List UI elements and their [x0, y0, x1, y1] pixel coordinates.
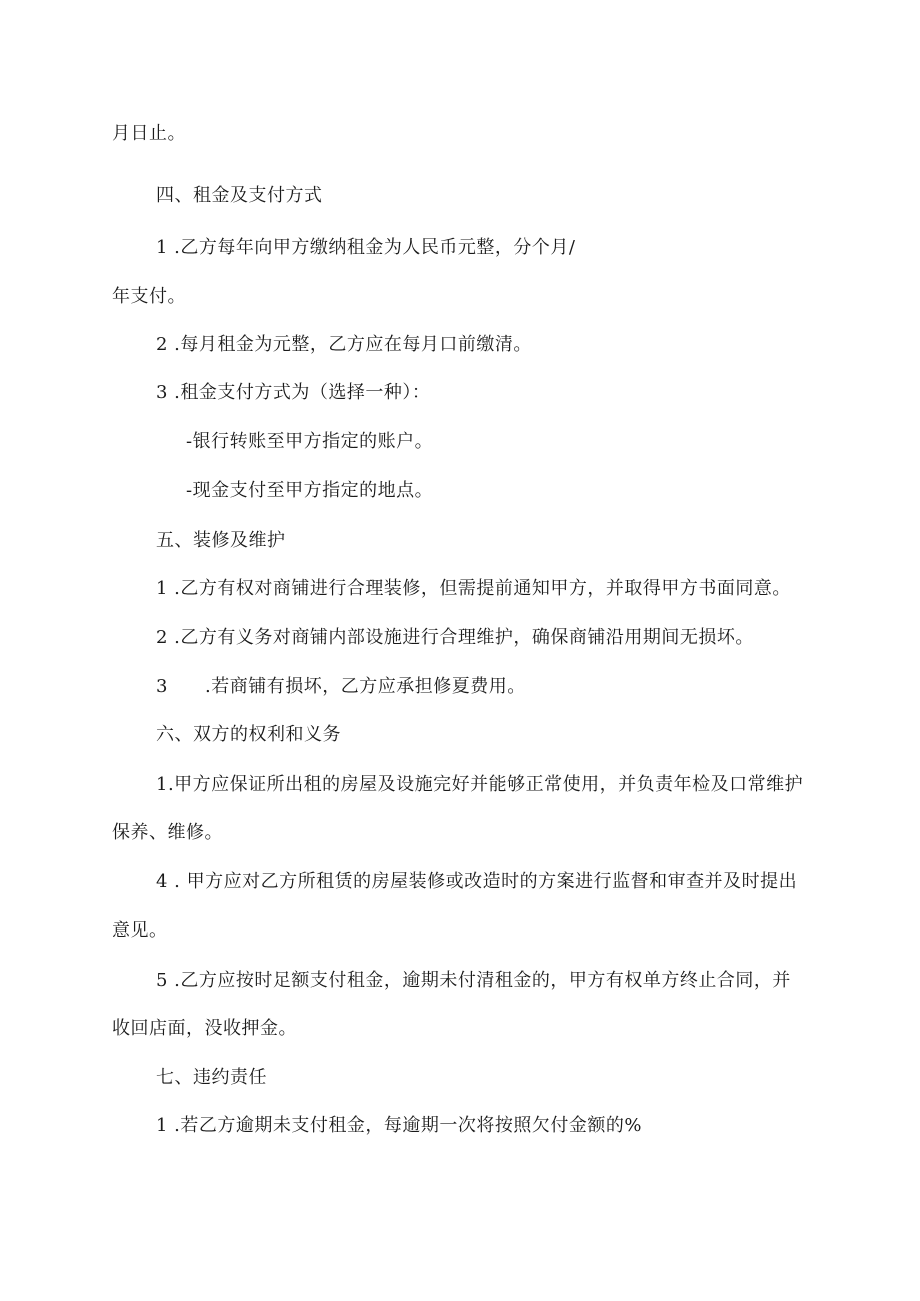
section-heading-breach: 七、违约责任 [156, 1067, 267, 1088]
clause-decoration-2: 2 .乙方有义务对商铺内部设施进行合理维护，确保商铺沿用期间无损坏。 [156, 627, 754, 648]
clause-decoration-3-number: 3 [156, 676, 168, 697]
clause-rights-1-cont: 保养、维修。 [112, 822, 223, 843]
section-heading-decoration: 五、装修及维护 [156, 530, 286, 551]
clause-rights-4: 4 . 甲方应对乙方所租赁的房屋装修或改造时的方案进行监督和审查并及时提出 [156, 871, 798, 892]
clause-rights-4-cont: 意见。 [112, 920, 168, 941]
clause-rights-1: 1.甲方应保证所出租的房屋及设施完好并能够正常使用，并负责年检及口常维护 [156, 774, 804, 795]
section-heading-rent: 四、租金及支付方式 [156, 185, 323, 206]
clause-decoration-3: .若商铺有损坏，乙方应承担修夏费用。 [205, 676, 526, 697]
clause-rent-2: 2 .每月租金为元整，乙方应在每月口前缴清。 [156, 334, 532, 355]
section-heading-rights: 六、双方的权利和义务 [156, 724, 341, 745]
clause-breach-1: 1 .若乙方逾期未支付租金，每逾期一次将按照欠付金额的% [156, 1115, 642, 1136]
clause-rent-3: 3 .租金支付方式为（选择一种）： [156, 382, 431, 403]
clause-rent-1: 1 .乙方每年向甲方缴纳租金为人民币元整，分个月/ [156, 237, 576, 258]
clause-rent-1-cont: 年支付。 [112, 286, 186, 307]
payment-option-cash: -现金支付至甲方指定的地点。 [186, 480, 434, 501]
payment-option-bank: -银行转账至甲方指定的账户。 [186, 431, 434, 452]
clause-decoration-1: 1 .乙方有权对商铺进行合理装修，但需提前通知甲方，并取得甲方书面同意。 [156, 578, 791, 599]
clause-rights-5: 5 .乙方应按时足额支付租金，逾期未付清租金的，甲方有权单方终止合同，并 [156, 970, 791, 991]
text-line-end-date: 月日止。 [112, 123, 186, 144]
clause-rights-5-cont: 收回店面，没收押金。 [112, 1018, 297, 1039]
